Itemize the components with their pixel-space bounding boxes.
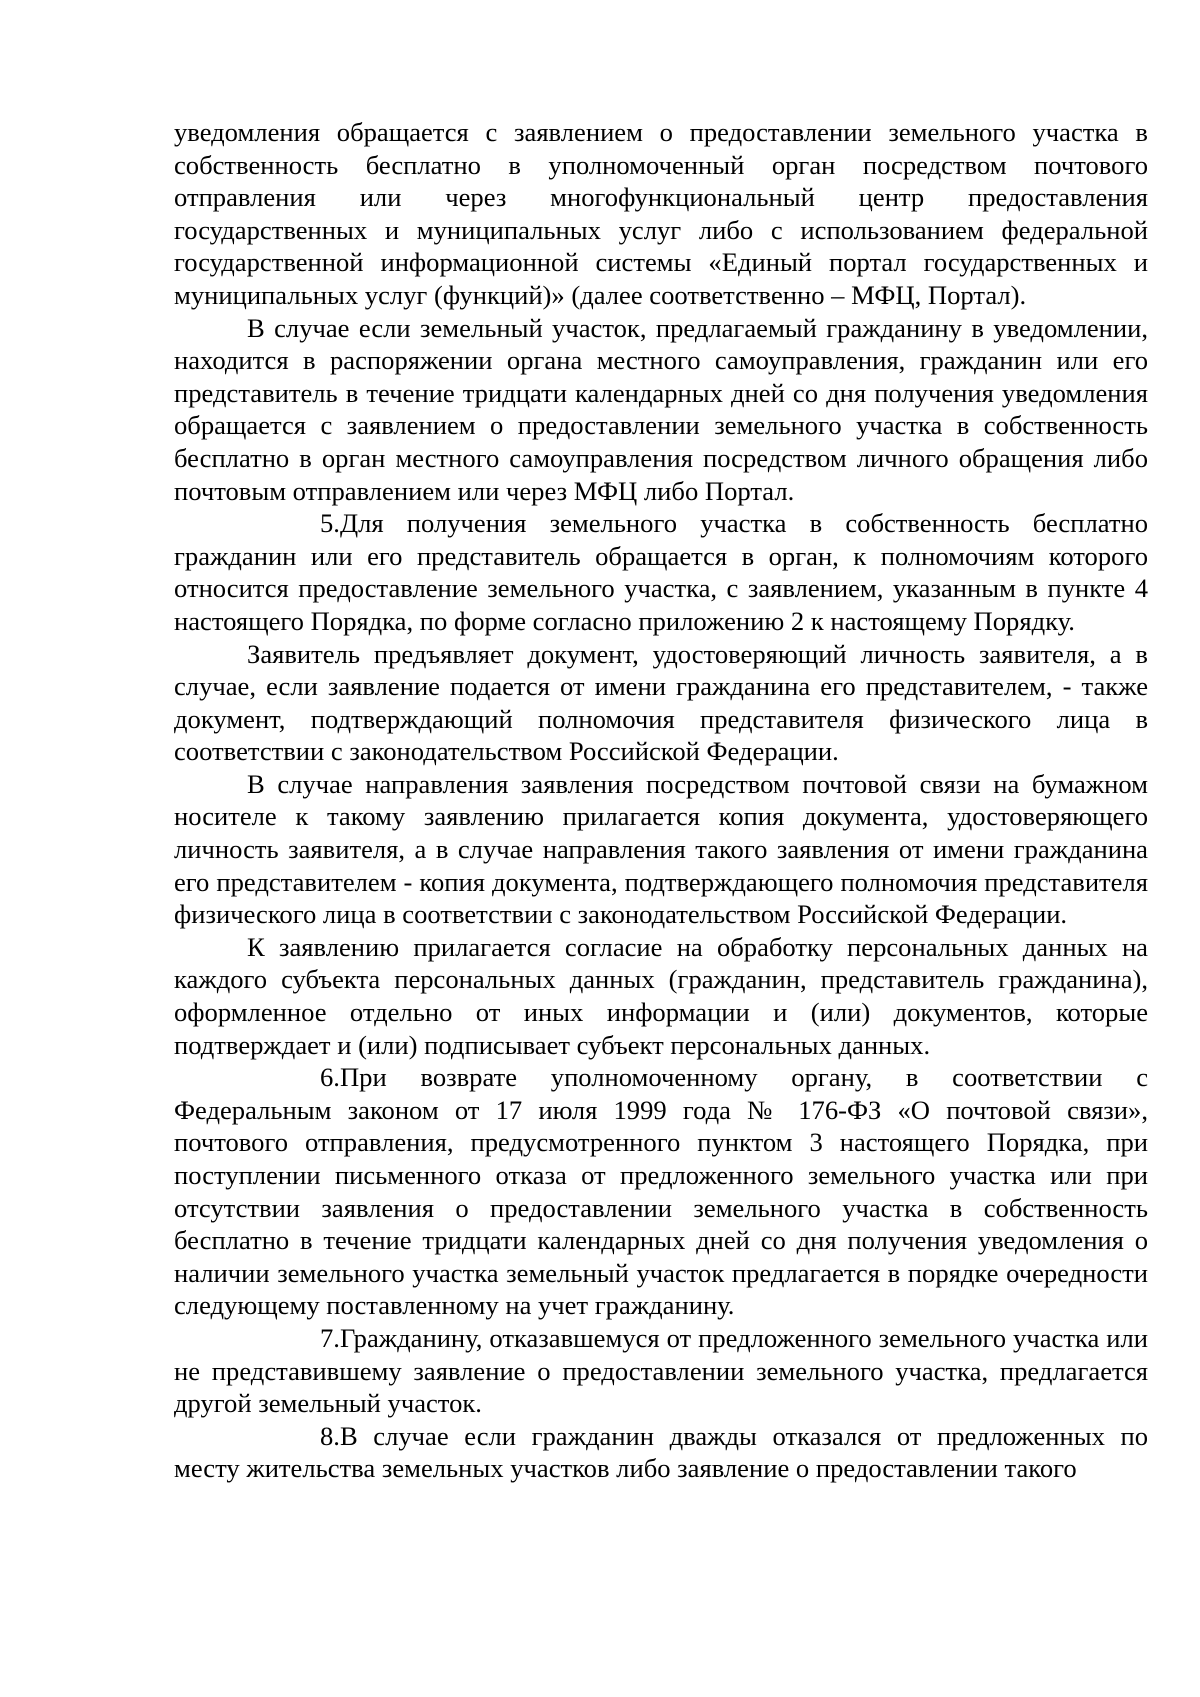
- paragraph-text: К заявлению прилагается согласие на обработку персональных данных на каждого субъекта персональных данных (гражданин, представитель гражданина), оформленное отдельно от иных информации и (или) документов, которые подтверждает и (или) подписывает субъект персональных данных.: [174, 931, 1148, 1060]
- paragraph-text: В случае если гражданин дважды отказался от предложенных по месту жительства земельных участков либо заявление о предоставлении такого: [174, 1420, 1148, 1484]
- paragraph-personal-data-consent: [174, 931, 1148, 1061]
- paragraph-text: В случае направления заявления посредством почтовой связи на бумажном носителе к такому заявлению прилагается копия документа, удостоверяющего личность заявителя, а в случае направления такого заявления от имени гражданина его представителем - копия документа, подтверждающего полномочия представителя физического лица в соответствии с законодательством Российской Федерации.: [174, 768, 1148, 930]
- paragraph-continuation: [174, 116, 1148, 312]
- paragraph-municipal-land: [174, 312, 1148, 508]
- paragraph-applicant-document: [174, 638, 1148, 768]
- paragraph-text: Заявитель предъявляет документ, удостоверяющий личность заявителя, а в случае, если заявление подается от имени гражданина его представителем, - также документ, подтверждающий полномочия представителя физического лица в соответствии с законодательством Российской Федерации.: [174, 638, 1148, 767]
- paragraph-item-6: [174, 1061, 1148, 1322]
- item-number: 5.: [320, 508, 340, 539]
- paragraph-item-7: [174, 1322, 1148, 1420]
- paragraph-item-8: [174, 1420, 1148, 1485]
- paragraph-text: Гражданину, отказавшемуся от предложенного земельного участка или не представившему заявление о предоставлении земельного участка, предлагается другой земельный участок.: [174, 1322, 1148, 1419]
- paragraph-text: Для получения земельного участка в собственность бесплатно гражданин или его представитель обращается в орган, к полномочиям которого относится предоставление земельного участка, с заявлением, указанным в пункте 4 настоящего Порядка, по форме согласно приложению 2 к настоящему Порядку.: [174, 508, 1148, 636]
- paragraph-text: При возврате уполномоченному органу, в соответствии с Федеральным законом от 17 июля 1999 года № 176-ФЗ «О почтовой связи», почтового отправления, предусмотренного пунктом 3 настоящего Порядка, при поступлении письменного отказа от предложенного земельного участка или при отсутствии заявления о предоставлении земельного участка в собственность бесплатно в течение тридцати календарных дней со дня получения уведомления о наличии земельного участка земельный участок предлагается в порядке очередности следующему поставленному на учет гражданину.: [174, 1062, 1148, 1321]
- paragraph-text: В случае если земельный участок, предлагаемый гражданину в уведомлении, находится в распоряжении органа местного самоуправления, гражданин или его представитель в течение тридцати календарных дней со дня получения уведомления обращается с заявлением о предоставлении земельного участка в собственность бесплатно в орган местного самоуправления посредством личного обращения либо почтовым отправлением или через МФЦ либо Портал.: [174, 312, 1148, 506]
- paragraph-item-5: [174, 507, 1148, 637]
- document-body: [174, 116, 1148, 1485]
- item-number: 8.: [320, 1420, 340, 1451]
- paragraph-text: уведомления обращается с заявлением о предоставлении земельного участка в собственность бесплатно в уполномоченный орган посредством почтового отправления или через многофункциональный центр предоставления государственных и муниципальных услуг либо с использованием федеральной государственной информационной системы «Единый портал государственных и муниципальных услуг (функций)» (далее соответственно – МФЦ, Портал).: [174, 117, 1148, 310]
- item-number: 6.: [320, 1062, 340, 1093]
- paragraph-postal-submission: [174, 768, 1148, 931]
- item-number: 7.: [320, 1322, 340, 1353]
